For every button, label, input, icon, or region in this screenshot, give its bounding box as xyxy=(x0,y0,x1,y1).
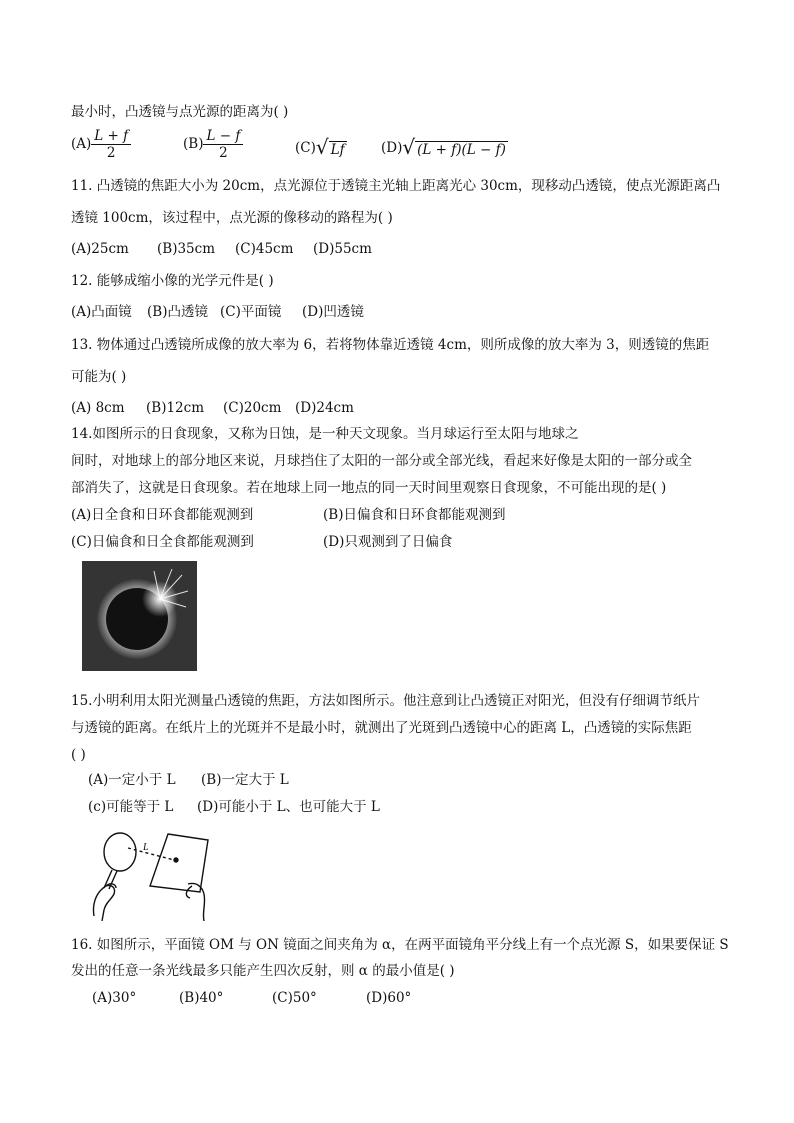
q14-option-c: (C)日偏食和日全食都能观测到 xyxy=(71,534,254,550)
q16-option-c: (C)50° xyxy=(272,990,317,1006)
radical-d-radicand: (L + f)(L − f) xyxy=(417,142,506,158)
q15-option-b: (B)一定大于 L xyxy=(201,772,289,788)
q11-line-1: 11. 凸透镜的焦距大小为 20cm，点光源位于透镜主光轴上距离光心 30cm，现移动凸透镜，使点光源距离凸 xyxy=(71,178,721,194)
q14-line-1: 14.如图所示的日食现象，又称为日蚀，是一种天文现象。当月球运行至太阳与地球之 xyxy=(71,426,579,442)
q14-option-d: (D)只观测到了日偏食 xyxy=(323,534,453,550)
q10-option-b xyxy=(183,128,243,161)
q13-option-c: (C)20cm xyxy=(223,400,282,416)
q10-option-b-label: (B) xyxy=(183,136,204,152)
q15-line-3: ( ) xyxy=(71,747,86,763)
q10-option-c xyxy=(295,135,347,159)
q10-option-d-label: (D) xyxy=(381,140,403,156)
q10-option-d xyxy=(381,135,508,159)
sqrt-icon: √ xyxy=(402,135,416,159)
q12-option-d: (D)凹透镜 xyxy=(302,304,364,320)
lens-shape xyxy=(104,833,136,871)
q14-option-a: (A)日全食和日环食都能观测到 xyxy=(71,507,254,523)
fraction-b xyxy=(203,128,243,161)
fraction-a-denominator: 2 xyxy=(106,145,116,161)
q12-line-1: 12. 能够成缩小像的光学元件是( ) xyxy=(71,273,274,289)
q11-option-d: (D)55cm xyxy=(313,241,372,257)
fraction-b-numerator: L − f xyxy=(203,128,243,145)
sqrt-icon: √ xyxy=(315,135,329,159)
q15-option-c: (c)可能等于 L xyxy=(88,799,174,815)
q12-option-a: (A)凸面镜 xyxy=(71,304,132,320)
solar-eclipse-figure xyxy=(82,561,197,671)
q13-option-a: (A) 8cm xyxy=(71,400,125,416)
q10-stem: 最小时，凸透镜与点光源的距离为( ) xyxy=(71,104,289,120)
q15-line-2: 与透镜的距离。在纸片上的光斑并不是最小时，就测出了光斑到凸透镜中心的距离 L，凸透镜的实际焦距 xyxy=(71,720,692,736)
fraction-b-denominator: 2 xyxy=(219,145,228,161)
q15-line-1: 15.小明利用太阳光测量凸透镜的焦距，方法如图所示。他注意到让凸透镜正对阳光，但没有仔细调节纸片 xyxy=(71,693,700,709)
q16-option-b: (B)40° xyxy=(179,990,224,1006)
q13-option-b: (B)12cm xyxy=(146,400,204,416)
q13-option-d: (D)24cm xyxy=(295,400,354,416)
fraction-a xyxy=(91,128,131,161)
q11-option-a: (A)25cm xyxy=(71,241,129,257)
q15-option-d: (D)可能小于 L、也可能大于 L xyxy=(197,799,380,815)
q11-option-b: (B)35cm xyxy=(157,241,215,257)
fraction-a-numerator: L + f xyxy=(91,128,131,145)
q11-line-2: 透镜 100cm，该过程中，点光源的像移动的路程为( ) xyxy=(71,210,393,226)
q14-line-3: 部消失了，这就是日食现象。若在地球上同一地点的同一天时间里观察日食现象，不可能出现的是( ) xyxy=(71,480,667,496)
q16-option-d: (D)60° xyxy=(366,990,412,1006)
q13-line-2: 可能为( ) xyxy=(71,369,127,385)
q10-option-c-label: (C) xyxy=(295,140,316,156)
q11-option-c: (C)45cm xyxy=(235,241,294,257)
q14-line-2: 间时，对地球上的部分地区来说，月球挡住了太阳的一部分或全部光线，看起来好像是太阳的一部分或全 xyxy=(71,453,692,469)
q14-option-b: (B)日偏食和日环食都能观测到 xyxy=(323,507,506,523)
q10-option-a xyxy=(71,128,131,161)
q16-line-1: 16. 如图所示，平面镜 OM 与 ON 镜面之间夹角为 α，在两平面镜角平分线上有一个点光源 S，如果要保证 S xyxy=(71,937,729,953)
q12-option-b: (B)凸透镜 xyxy=(147,304,208,320)
radical-d xyxy=(402,135,508,159)
distance-label: L xyxy=(143,842,149,853)
q16-line-2: 发出的任意一条光线最多只能产生四次反射，则 α 的最小值是( ) xyxy=(71,963,455,979)
q16-option-a: (A)30° xyxy=(92,990,137,1006)
q15-option-a: (A)一定小于 L xyxy=(88,772,176,788)
radical-c-radicand: Lf xyxy=(330,142,345,158)
lens-focusing-figure xyxy=(80,826,230,921)
q10-option-a-label: (A) xyxy=(71,136,92,152)
q12-option-c: (C)平面镜 xyxy=(220,304,282,320)
radical-c xyxy=(315,135,347,159)
q13-line-1: 13. 物体通过凸透镜所成像的放大率为 6，若将物体靠近透镜 4cm，则所成像的放大率为 3，则透镜的焦距 xyxy=(71,337,710,353)
